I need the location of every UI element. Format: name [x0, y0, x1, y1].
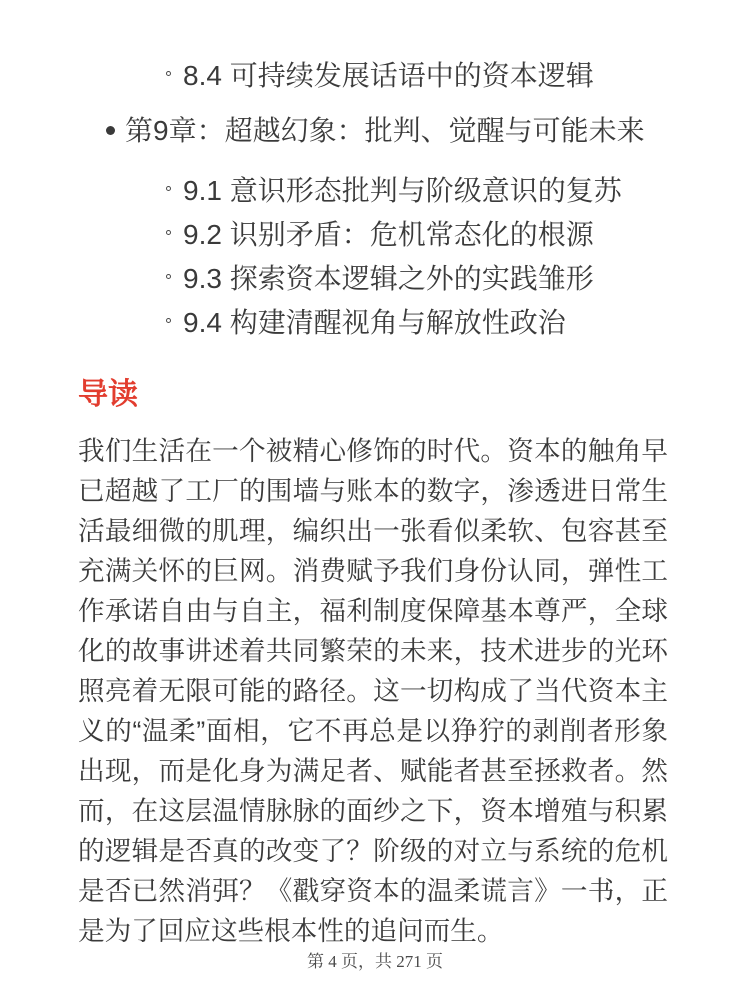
toc-item-label: 9.4 构建清醒视角与解放性政治	[183, 307, 566, 338]
page-number-indicator: 第 4 页，共 271 页	[307, 952, 443, 971]
toc-sublist-chapter8	[0, 59, 750, 92]
circle-bullet-icon	[166, 274, 171, 279]
circle-bullet-icon	[166, 318, 171, 323]
toc-item-label: 9.1 意识形态批判与阶级意识的复苏	[183, 175, 622, 206]
toc-item	[0, 306, 750, 339]
toc-item	[0, 114, 750, 147]
intro-paragraph: 我们生活在一个被精心修饰的时代。资本的触角早已超越了工厂的围墙与账本的数字，渗透进日常生活最细微的肌理，编织出一张看似柔软、包容甚至充满关怀的巨网。消费赋予我们身份认同，弹性工作承诺自由与自主，福利制度保障基本尊严，全球化的故事讲述着共同繁荣的未来，技术进步的光环照亮着无限可能的路径。这一切构成了当代资本主义的“温柔”面相，它不再总是以狰狞的剥削者形象出现，而是化身为满足者、赋能者甚至拯救者。然而，在这层温情脉脉的面纱之下，资本增殖与积累的逻辑是否真的改变了？阶级的对立与系统的危机是否已然消弭？《戳穿资本的温柔谎言》一书，正是为了回应这些根本性的追问而生。	[78, 436, 668, 946]
disc-bullet-icon	[106, 126, 115, 135]
toc-item	[0, 262, 750, 295]
toc-item-label: 9.3 探索资本逻辑之外的实践雏形	[183, 263, 594, 294]
toc-item	[0, 174, 750, 207]
circle-bullet-icon	[166, 186, 171, 191]
toc-sublist-chapter9	[0, 174, 750, 339]
toc-item-label: 8.4 可持续发展话语中的资本逻辑	[183, 60, 594, 91]
toc-item	[0, 218, 750, 251]
circle-bullet-icon	[166, 230, 171, 235]
circle-bullet-icon	[166, 71, 171, 76]
toc-item-label: 9.2 识别矛盾：危机常态化的根源	[183, 219, 594, 250]
section-heading: 导读	[78, 378, 138, 411]
toc-list-chapter9	[0, 114, 750, 147]
toc-item	[0, 59, 750, 92]
toc-item-label: 第9章：超越幻象：批判、觉醒与可能未来	[125, 115, 645, 146]
